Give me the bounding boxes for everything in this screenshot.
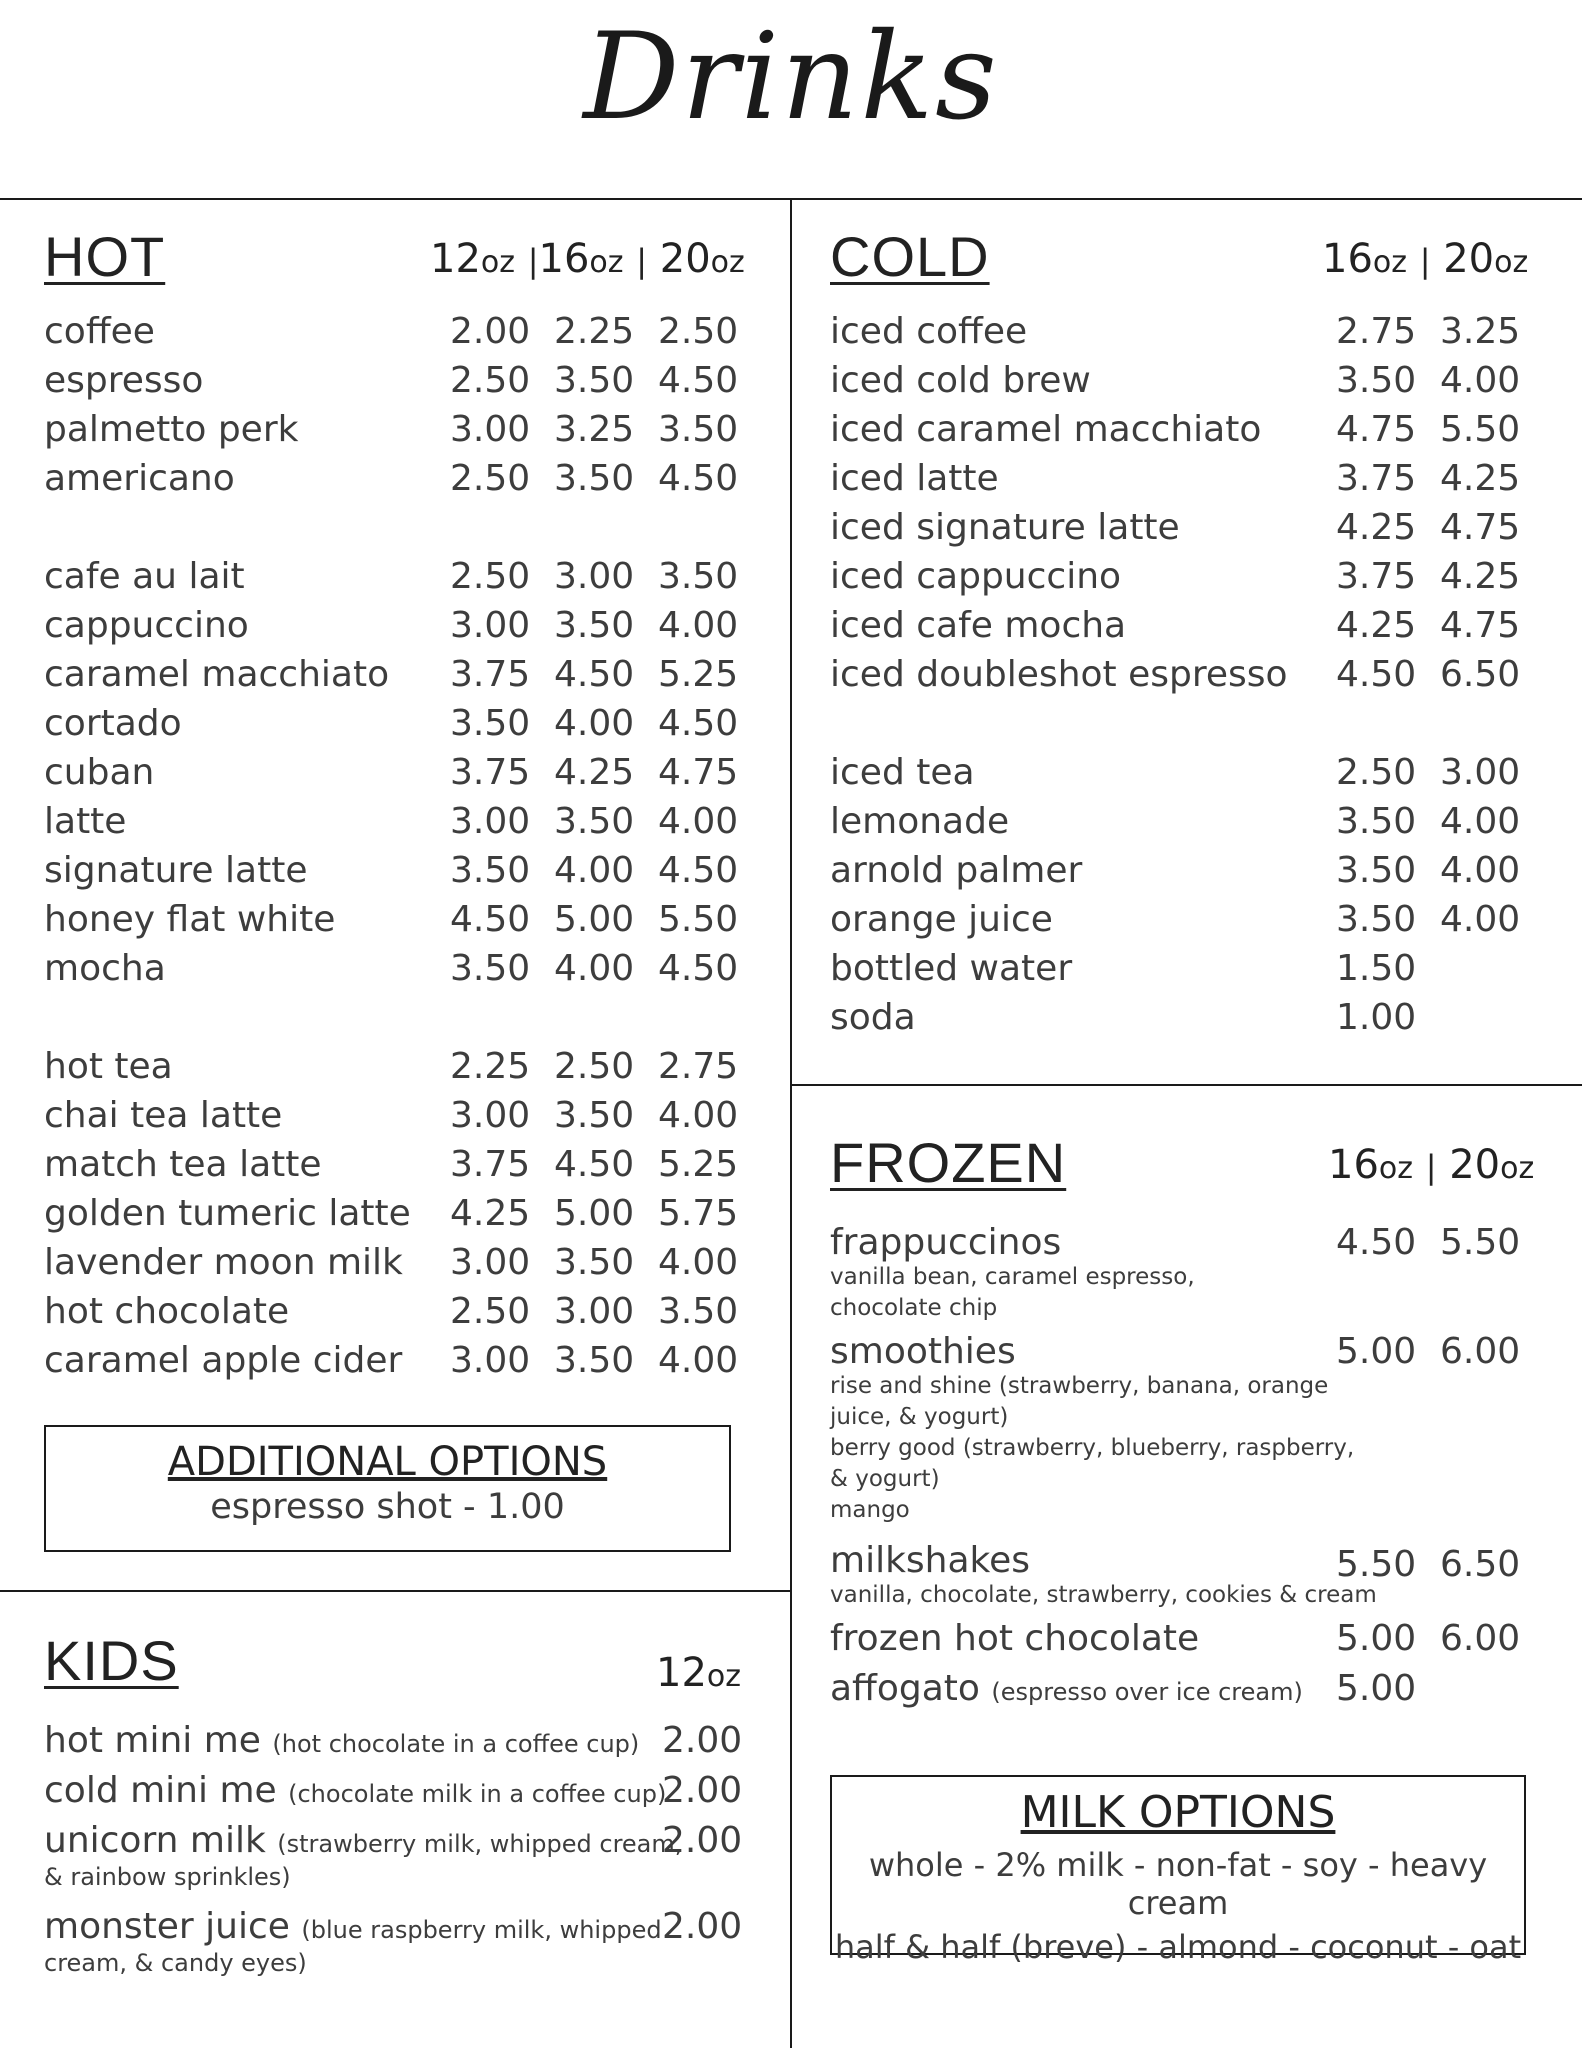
item-price: 2.25 [450,1046,531,1087]
menu-row [44,748,744,797]
menu-row [44,846,744,895]
item-name: orange juice [830,899,1053,940]
menu-row [830,552,1530,601]
item-price: 4.00 [554,850,635,891]
center-divider [790,198,792,2048]
kids-size: 12oz [656,1650,742,1696]
item-price: 4.00 [658,605,739,646]
item-name: soda [830,997,916,1038]
item-name [830,1327,1016,1376]
item-description: vanilla, chocolate, strawberry, cookies & cream [830,1582,1377,1608]
menu-row [830,1536,1530,1585]
item-name-text: affogato [830,1668,980,1709]
menu-row [830,1664,1530,1713]
item-price: 5.50 [1336,1544,1417,1585]
size-separator: | [527,242,539,280]
menu-row [44,307,744,356]
item-name: iced signature latte [830,507,1180,548]
item-price: 5.50 [658,899,739,940]
item-name: cafe au lait [44,556,245,597]
item-name: golden tumeric latte [44,1193,411,1234]
item-price: 3.50 [1336,899,1417,940]
item-price: 4.50 [658,703,739,744]
item-name: americano [44,458,235,499]
item-name [44,1716,639,1769]
item-price: 5.00 [554,1193,635,1234]
cold-sizes: 16oz | 20oz [1322,236,1529,282]
item-price: 3.00 [450,409,531,450]
item-name: honey flat white [44,899,336,940]
item-price: 5.00 [554,899,635,940]
menu-row [830,454,1530,503]
item-name-text: frozen hot chocolate [830,1618,1200,1659]
item-name [830,1536,1030,1585]
item-name-text: monster juice [44,1906,290,1947]
item-price: 3.00 [450,1242,531,1283]
item-name [830,1664,1303,1717]
item-name: lavender moon milk [44,1242,403,1283]
item-name: iced latte [830,458,999,499]
item-name: cappuccino [44,605,249,646]
item-price: 3.00 [450,605,531,646]
menu-row [830,650,1530,699]
item-name: bottled water [830,948,1073,989]
size-separator: | [636,242,648,280]
menu-row [44,1238,744,1287]
additional-options-box [44,1425,731,1552]
item-price: 3.50 [554,1095,635,1136]
item-price: 3.50 [450,948,531,989]
size-label: 16 [538,236,590,282]
item-price: 3.50 [554,458,635,499]
item-name: arnold palmer [830,850,1083,891]
item-price: 6.50 [1440,1544,1521,1585]
item-price: 4.25 [450,1193,531,1234]
item-price: 4.50 [658,850,739,891]
item-price: 2.25 [554,311,635,352]
item-price: 3.25 [554,409,635,450]
menu-row [830,601,1530,650]
kids-heading: KIDS [44,1629,179,1692]
item-price: 3.75 [450,752,531,793]
menu-row [830,356,1530,405]
item-description: rise and shine (strawberry, banana, orange [830,1373,1329,1399]
item-price: 5.00 [1336,1618,1417,1659]
item-price: 3.00 [554,556,635,597]
page-title: Drinks [583,8,999,147]
item-note-continued: cream, & candy eyes) [44,1949,307,1977]
item-name: iced cafe mocha [830,605,1127,646]
item-name: chai tea latte [44,1095,283,1136]
item-note: (hot chocolate in a coffee cup) [272,1730,640,1758]
item-name: iced coffee [830,311,1028,352]
item-price: 4.50 [554,654,635,695]
item-price: 3.50 [1336,360,1417,401]
item-name: iced cappuccino [830,556,1122,597]
item-name-text: hot mini me [44,1720,261,1761]
item-price: 2.50 [450,556,531,597]
menu-row [830,503,1530,552]
size-label: 16 [1328,1142,1379,1188]
item-price: 5.00 [1336,1331,1417,1372]
hot-heading: HOT [44,225,166,288]
item-price: 1.50 [1336,948,1417,989]
item-price: 4.75 [1440,507,1521,548]
item-price: 4.25 [1440,556,1521,597]
item-price: 3.50 [1336,801,1417,842]
item-name: caramel apple cider [44,1340,403,1381]
item-name-text: smoothies [830,1331,1016,1372]
item-name: lemonade [830,801,1010,842]
item-price: 4.50 [658,458,739,499]
item-price: 4.50 [554,1144,635,1185]
item-price: 3.50 [554,1242,635,1283]
item-price: 4.25 [554,752,635,793]
item-price: 3.50 [554,1340,635,1381]
item-price: 4.50 [658,360,739,401]
item-price: 3.00 [450,1340,531,1381]
size-label: 16 [1322,236,1373,282]
item-name: iced tea [830,752,975,793]
frozen-divider [791,1084,1582,1086]
hot-sizes: 12oz |16oz | 20oz [430,236,745,282]
item-name-text: milkshakes [830,1540,1031,1581]
menu-row [830,748,1530,797]
additional-options-line: espresso shot - 1.00 [210,1487,565,1527]
item-price: 3.50 [658,409,739,450]
item-description: chocolate chip [830,1295,998,1321]
item-name: latte [44,801,127,842]
item-name [44,1766,666,1819]
menu-row [44,552,744,601]
item-price: 4.50 [658,948,739,989]
menu-row [44,650,744,699]
item-description: mango [830,1497,910,1523]
item-name: match tea latte [44,1144,322,1185]
item-price: 3.00 [450,801,531,842]
item-price: 6.50 [1440,654,1521,695]
frozen-heading: FROZEN [830,1131,1067,1194]
item-price: 3.75 [1336,556,1417,597]
item-name: cortado [44,703,182,744]
item-price: 3.50 [554,605,635,646]
item-price: 6.00 [1440,1331,1521,1372]
item-price: 3.00 [1440,752,1521,793]
item-price: 2.00 [662,1770,743,1811]
menu-row [830,405,1530,454]
menu-row [44,1766,744,1815]
menu-row [830,1327,1530,1376]
item-price: 3.75 [450,1144,531,1185]
size-label: 12 [656,1650,707,1696]
item-note-continued: & rainbow sprinkles) [44,1863,291,1891]
menu-row [44,405,744,454]
item-price: 2.50 [554,1046,635,1087]
item-price: 4.00 [658,801,739,842]
item-price: 4.00 [658,1095,739,1136]
item-price: 3.50 [658,1291,739,1332]
menu-row [830,993,1530,1042]
item-price: 2.50 [1336,752,1417,793]
item-price: 2.75 [658,1046,739,1087]
item-price: 5.25 [658,1144,739,1185]
item-price: 3.50 [450,703,531,744]
menu-row [830,1614,1530,1663]
menu-row [830,944,1530,993]
menu-row [830,307,1530,356]
additional-options-title: ADDITIONAL OPTIONS [167,1439,608,1485]
item-name: coffee [44,311,155,352]
item-note: (strawberry milk, whipped cream, [277,1830,683,1858]
item-price: 3.50 [450,850,531,891]
item-name-text: cold mini me [44,1770,277,1811]
item-name: espresso [44,360,204,401]
item-price: 4.75 [1336,409,1417,450]
item-price: 3.50 [658,556,739,597]
item-price: 4.00 [1440,360,1521,401]
item-price: 2.00 [662,1820,743,1861]
milk-options-title: MILK OPTIONS [1020,1787,1336,1838]
menu-row [44,1336,744,1385]
item-price: 3.75 [450,654,531,695]
size-label: 20 [1443,236,1495,282]
item-description: vanilla bean, caramel espresso, [830,1264,1195,1290]
menu-row [830,797,1530,846]
menu-row [44,1816,744,1865]
item-price: 2.50 [450,360,531,401]
menu-row [44,1042,744,1091]
item-name: iced caramel macchiato [830,409,1262,450]
item-price: 1.00 [1336,997,1417,1038]
menu-row [830,1218,1530,1267]
size-label: 20 [659,236,711,282]
item-price: 5.00 [1336,1668,1417,1709]
item-name: caramel macchiato [44,654,390,695]
item-name: iced cold brew [830,360,1091,401]
menu-row [44,944,744,993]
item-price: 2.00 [662,1906,743,1947]
item-price: 3.50 [554,360,635,401]
item-name [830,1614,1199,1663]
item-name: hot chocolate [44,1291,290,1332]
item-note: (espresso over ice cream) [991,1678,1303,1706]
item-description: & yogurt) [830,1466,940,1492]
milk-options-line: whole - 2% milk - non-fat - soy - heavy cream [868,1846,1488,1922]
item-price: 4.00 [554,948,635,989]
kids-divider [0,1590,791,1592]
item-note: (blue raspberry milk, whipped [301,1916,662,1944]
menu-row [44,1140,744,1189]
size-label: 20 [1449,1142,1501,1188]
menu-row [44,1716,744,1765]
item-price: 5.50 [1440,1222,1521,1263]
menu-row [44,356,744,405]
item-price: 3.00 [554,1291,635,1332]
item-name-text: unicorn milk [44,1820,266,1861]
item-price: 4.25 [1336,507,1417,548]
item-price: 3.50 [1336,850,1417,891]
item-description: juice, & yogurt) [830,1404,1009,1430]
size-separator: | [1419,242,1431,280]
item-price: 3.75 [1336,458,1417,499]
item-price: 2.50 [658,311,739,352]
item-price: 5.25 [658,654,739,695]
menu-row [830,895,1530,944]
item-price: 4.00 [658,1340,739,1381]
item-price: 4.00 [1440,850,1521,891]
item-description: berry good (strawberry, blueberry, raspberry, [830,1435,1355,1461]
menu-row [44,1902,744,1951]
item-price: 4.25 [1336,605,1417,646]
milk-options-box [830,1775,1526,1966]
item-name: mocha [44,948,166,989]
item-price: 2.00 [450,311,531,352]
item-price: 4.50 [1336,1222,1417,1263]
item-price: 2.75 [1336,311,1417,352]
menu-row [44,797,744,846]
item-price: 4.50 [1336,654,1417,695]
frozen-sizes: 16oz | 20oz [1328,1142,1535,1188]
item-price: 4.00 [658,1242,739,1283]
menu-row [44,1189,744,1238]
item-price: 2.00 [662,1720,743,1761]
menu-row [830,846,1530,895]
menu-row [44,699,744,748]
item-name-text: frappuccinos [830,1222,1062,1263]
menu-row [44,1287,744,1336]
item-price: 4.00 [1440,801,1521,842]
size-label: 12 [430,236,481,282]
menu-row [44,454,744,503]
item-name: palmetto perk [44,409,299,450]
item-price: 5.50 [1440,409,1521,450]
item-note: (chocolate milk in a coffee cup) [288,1780,667,1808]
size-separator: | [1425,1148,1437,1186]
item-price: 4.50 [450,899,531,940]
item-price: 3.25 [1440,311,1521,352]
item-name [830,1218,1061,1267]
cold-heading: COLD [830,225,990,288]
menu-row [44,1091,744,1140]
item-name: cuban [44,752,155,793]
item-price: 4.00 [554,703,635,744]
item-price: 6.00 [1440,1618,1521,1659]
item-price: 2.50 [450,1291,531,1332]
item-price: 4.75 [658,752,739,793]
item-name: hot tea [44,1046,173,1087]
item-price: 3.50 [554,801,635,842]
menu-row [44,895,744,944]
milk-options-line: half & half (breve) - almond - coconut - oat [834,1928,1522,1966]
item-price: 4.25 [1440,458,1521,499]
item-price: 4.75 [1440,605,1521,646]
item-name: iced doubleshot espresso [830,654,1288,695]
item-price: 5.75 [658,1193,739,1234]
item-price: 3.00 [450,1095,531,1136]
menu-row [44,601,744,650]
item-name: signature latte [44,850,308,891]
item-price: 4.00 [1440,899,1521,940]
item-price: 2.50 [450,458,531,499]
